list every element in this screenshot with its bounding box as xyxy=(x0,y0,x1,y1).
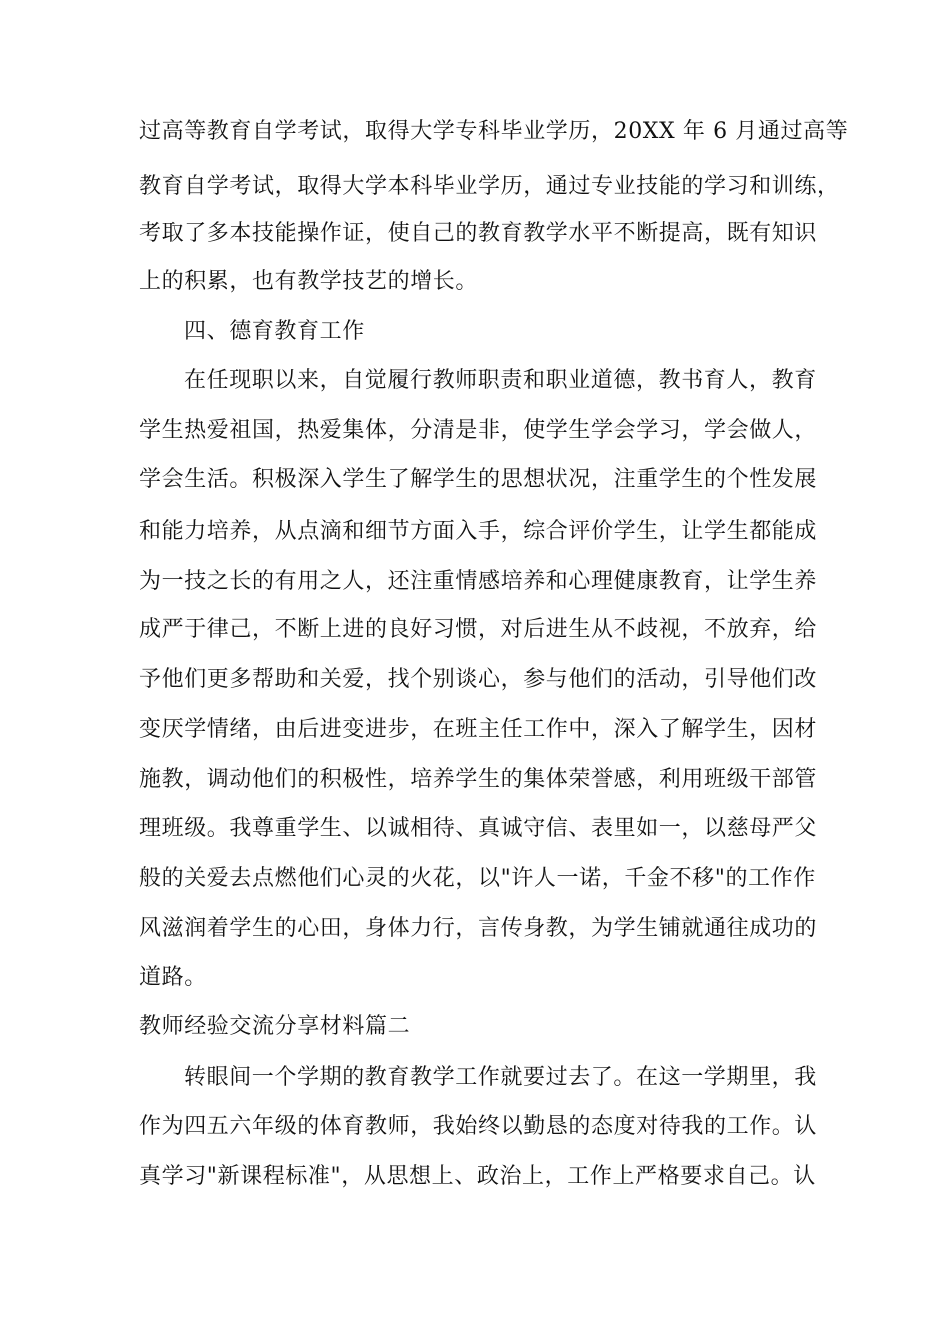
paragraph-line: 成严于律己，不断上进的良好习惯，对后进生从不歧视，不放弃，给 xyxy=(139,617,818,642)
paragraph-line: 和能力培养，从点滴和细节方面入手，综合评价学生，让学生都能成 xyxy=(139,519,818,544)
paragraph-line: 在任现职以来，自觉履行教师职责和职业道德，教书育人，教育 xyxy=(184,368,817,393)
paragraph-line: 学生热爱祖国，热爱集体，分清是非，使学生学会学习，学会做人， xyxy=(139,418,818,443)
paragraph-line: 作为四五六年级的体育教师，我始终以勤恳的态度对待我的工作。认 xyxy=(139,1114,818,1139)
paragraph-line: 上的积累，也有教学技艺的增长。 xyxy=(139,269,479,294)
paragraph-line: 转眼间一个学期的教育教学工作就要过去了。在这一学期里，我 xyxy=(184,1065,817,1090)
paragraph-line: 学会生活。积极深入学生了解学生的思想状况，注重学生的个性发展 xyxy=(139,467,818,492)
paragraph-line: 变厌学情绪，由后进变进步，在班主任工作中，深入了解学生，因材 xyxy=(139,717,818,742)
document-subtitle: 教师经验交流分享材料篇二 xyxy=(139,1014,411,1039)
paragraph-line: 理班级。我尊重学生、以诚相待、真诚守信、表里如一，以慈母严父 xyxy=(139,816,818,841)
paragraph-line: 真学习"新课程标准"，从思想上、政治上，工作上严格要求自己。认 xyxy=(139,1164,816,1189)
paragraph-line: 教育自学考试，取得大学本科毕业学历，通过专业技能的学习和训练， xyxy=(139,174,840,199)
paragraph-line: 风滋润着学生的心田，身体力行，言传身教，为学生铺就通往成功的 xyxy=(139,916,818,941)
paragraph-line: 般的关爱去点燃他们心灵的火花，以"许人一诺，千金不移"的工作作 xyxy=(139,866,816,891)
paragraph-line: 过高等教育自学考试，取得大学专科毕业学历，20XX 年 6 月通过高等 xyxy=(139,119,849,144)
paragraph-line: 予他们更多帮助和关爱，找个别谈心，参与他们的活动，引导他们改 xyxy=(139,667,818,692)
paragraph-line: 为一技之长的有用之人，还注重情感培养和心理健康教育，让学生养 xyxy=(139,569,818,594)
paragraph-line: 施教，调动他们的积极性，培养学生的集体荣誉感，利用班级干部管 xyxy=(139,767,818,792)
section-heading: 四、德育教育工作 xyxy=(184,319,365,344)
paragraph-line: 考取了多本技能操作证，使自己的教育教学水平不断提高，既有知识 xyxy=(139,221,818,246)
paragraph-line: 道路。 xyxy=(139,965,207,990)
